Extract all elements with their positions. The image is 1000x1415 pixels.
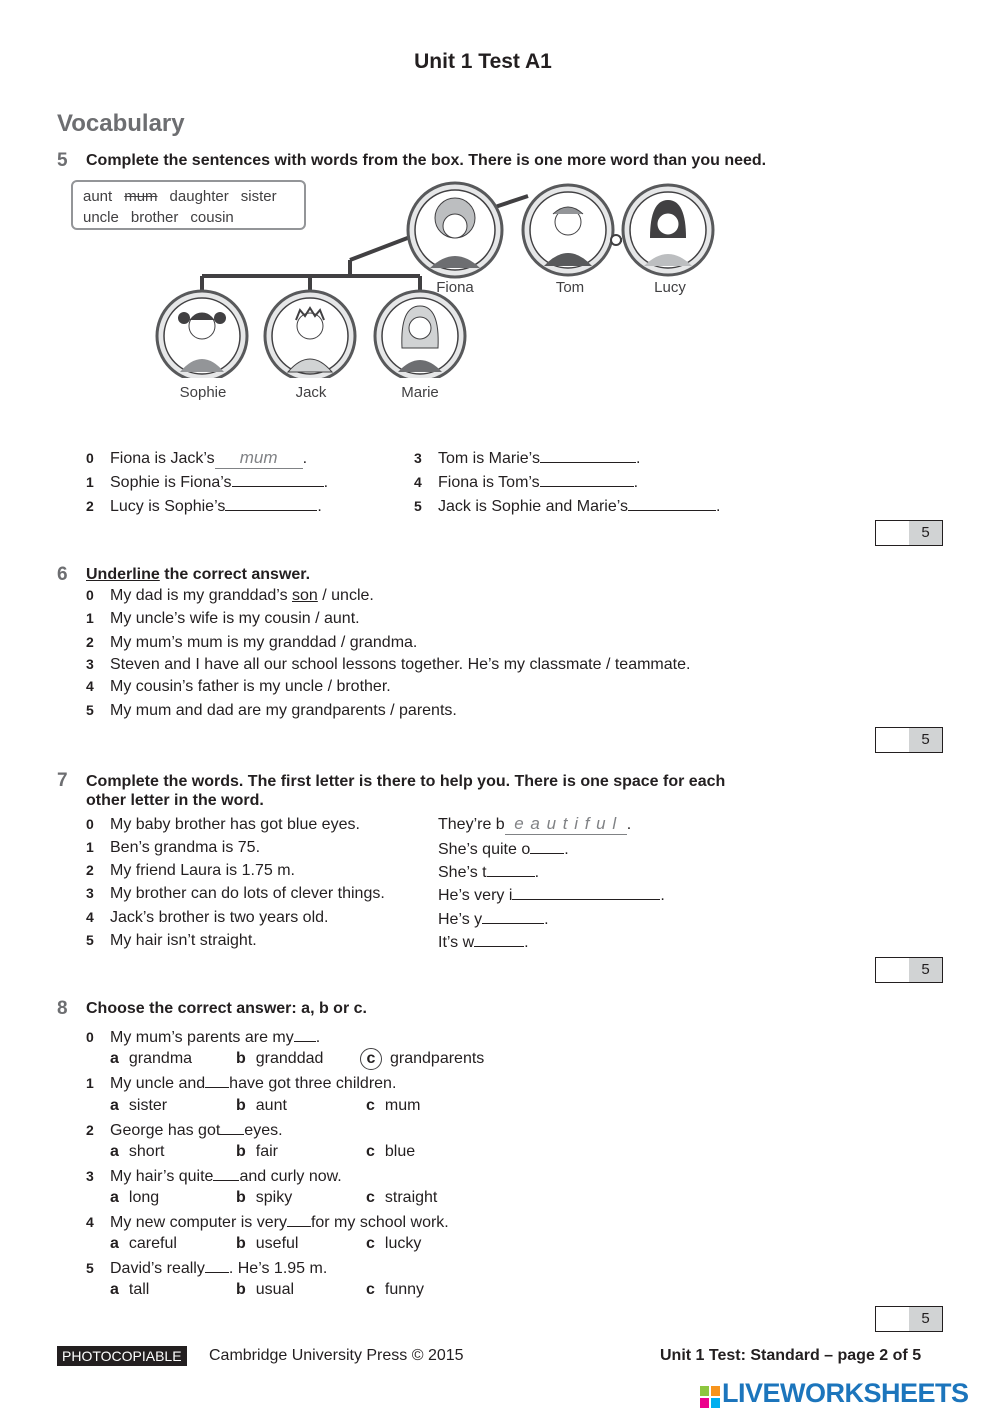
option-text: short (128, 1143, 165, 1160)
answer-blank[interactable] (540, 472, 634, 487)
q8-option-c-selected[interactable] (360, 1048, 484, 1070)
q6-item-3[interactable] (86, 656, 690, 674)
score-total: 5 (909, 1307, 942, 1331)
item-end: . (524, 934, 529, 951)
q8-item-5 (86, 1258, 327, 1278)
item-text: Jack is Sophie and Marie’s (438, 498, 629, 515)
q8-item-4 (86, 1212, 449, 1232)
item-number: 3 (414, 450, 422, 466)
score-box (875, 727, 943, 753)
item-number: 2 (86, 634, 94, 650)
example-answer: e a u t i f u l (505, 814, 627, 835)
question-instruction (86, 566, 310, 584)
option-letter: a (110, 1097, 119, 1114)
portrait-fiona (408, 183, 502, 277)
item-text: My new computer is very (110, 1214, 287, 1231)
item-end: . (317, 498, 322, 515)
score-box (875, 957, 943, 983)
portrait-marie (375, 291, 465, 378)
question-number: 5 (57, 150, 68, 171)
item-number: 1 (86, 839, 94, 855)
item-text: My uncle and (110, 1075, 206, 1092)
item-number: 5 (86, 1260, 94, 1276)
option-text: careful (128, 1235, 177, 1252)
option-text: lucky (384, 1235, 422, 1252)
word-box-word: brother (130, 209, 179, 226)
item-number: 5 (86, 702, 94, 718)
label-sophie: Sophie (179, 384, 227, 401)
q5-item-4 (414, 472, 638, 492)
item-text: Sophie is Fiona’s (110, 474, 232, 491)
option-letter: a (110, 1189, 119, 1206)
item-number: 5 (414, 498, 422, 514)
q8-option-b[interactable] (236, 1050, 323, 1068)
answer-blank[interactable] (482, 909, 544, 924)
page-title: Unit 1 Test A1 (414, 50, 552, 73)
item-end: . (534, 864, 540, 881)
item-number: 2 (86, 498, 94, 514)
answer-prefix: They’re b (438, 816, 505, 833)
item-text: . (315, 1029, 321, 1046)
item-text: Tom is Marie’s (438, 450, 540, 467)
score-box (875, 1306, 943, 1332)
item-text[interactable]: My cousin’s father is my uncle / brother. (110, 678, 391, 695)
item-number: 4 (414, 474, 422, 490)
item-end: . (544, 911, 549, 928)
q7-item-5 (86, 932, 257, 950)
item-end: . (633, 474, 639, 491)
answer-blank[interactable] (225, 496, 317, 511)
question-instruction: Complete the sentences with words from the box. There is one more word than you need. (86, 152, 767, 169)
q5-item-0 (86, 448, 307, 469)
option-letter: b (236, 1235, 246, 1252)
item-text: My hair’s quite (110, 1168, 214, 1185)
option-text: grandma (128, 1050, 193, 1067)
item-end: . (626, 816, 632, 833)
word-box-word: uncle (83, 209, 119, 226)
answer-gap (287, 1212, 311, 1227)
item-text: . He’s 1.95 m. (228, 1260, 328, 1277)
item-number: 4 (86, 1214, 94, 1230)
q7-item-0 (86, 816, 360, 834)
item-number: 2 (86, 862, 94, 878)
question-instruction: Choose the correct answer: a, b or c. (86, 1000, 367, 1017)
item-number: 1 (86, 1075, 94, 1091)
circled-letter: c (360, 1048, 382, 1070)
portrait-sophie (157, 291, 247, 378)
q8-option-c[interactable] (366, 1143, 415, 1161)
q8-option-c[interactable] (366, 1189, 437, 1207)
liveworksheets-wordmark: LIVEWORKSHEETS (722, 1378, 969, 1408)
liveworksheets-logo (700, 1378, 969, 1409)
option-text: straight (384, 1189, 438, 1206)
instruction-underlined: Underline (86, 566, 160, 583)
word-box-word-used: mum (124, 188, 158, 205)
answer-blank[interactable] (540, 448, 636, 463)
option-letter: b (236, 1097, 246, 1114)
item-end: . (716, 498, 721, 515)
item-end: . (302, 450, 308, 467)
item-number: 4 (86, 909, 94, 925)
item-number: 4 (86, 678, 94, 694)
option-letter: b (236, 1050, 246, 1067)
option-letter: b (236, 1143, 246, 1160)
item-text: David’s really (110, 1260, 205, 1277)
answer-blank[interactable] (232, 472, 324, 487)
option[interactable]: uncle. (331, 587, 374, 604)
option-letter: a (110, 1235, 119, 1252)
question-instruction-line1: Complete the words. The first letter is there to help you. There is one space for each (86, 773, 726, 790)
option-text: spiky (255, 1189, 293, 1206)
option-text: tall (128, 1281, 150, 1298)
option-selected[interactable]: son (292, 587, 318, 604)
option-letter: a (110, 1143, 119, 1160)
item-text: and curly now. (239, 1168, 342, 1185)
option-separator: / (317, 587, 332, 604)
q8-option-a[interactable] (110, 1097, 167, 1115)
q7-item-1 (86, 839, 260, 857)
answer-prefix: She’s t (438, 864, 487, 881)
q6-item-4[interactable] (86, 678, 391, 696)
q8-option-b[interactable] (236, 1235, 298, 1253)
option-text: blue (384, 1143, 416, 1160)
item-sentence: Jack’s brother is two years old. (110, 909, 329, 926)
q7-item-2 (86, 862, 295, 880)
q8-option-a[interactable] (110, 1050, 192, 1068)
score-box (875, 520, 943, 546)
item-number: 3 (86, 656, 94, 672)
item-sentence: My baby brother has got blue eyes. (110, 816, 360, 833)
q6-item-0 (86, 587, 374, 605)
q7-answer-1 (438, 839, 569, 859)
option-text: sister (128, 1097, 168, 1114)
label-tom: Tom (555, 279, 585, 296)
item-end: . (323, 474, 329, 491)
q8-item-2 (86, 1120, 283, 1140)
answer-gap (220, 1120, 244, 1135)
answer-prefix: He’s y (438, 911, 483, 928)
label-lucy: Lucy (654, 279, 686, 296)
answer-blank[interactable] (530, 839, 564, 854)
portrait-jack (265, 291, 355, 378)
answer-blank[interactable] (512, 885, 660, 900)
option-letter: c (366, 1235, 375, 1252)
question-number: 8 (57, 998, 68, 1019)
item-text[interactable]: My mum’s mum is my granddad / grandma. (110, 634, 418, 651)
question-instruction-line2: other letter in the word. (86, 792, 264, 809)
score-input[interactable] (876, 1307, 910, 1331)
item-end: . (564, 841, 569, 858)
answer-gap (294, 1027, 316, 1042)
answer-blank[interactable] (487, 862, 535, 877)
family-tree-illustration (150, 178, 730, 378)
option-text: fair (255, 1143, 279, 1160)
instruction-rest: the correct answer. (159, 566, 311, 583)
q8-item-1 (86, 1073, 396, 1093)
portrait-tom (523, 185, 613, 275)
option-text: aunt (255, 1097, 287, 1114)
q6-item-5[interactable] (86, 702, 457, 720)
q8-option-c[interactable] (366, 1281, 424, 1299)
item-text: Lucy is Sophie’s (110, 498, 226, 515)
item-text[interactable]: My uncle’s wife is my cousin / aunt. (110, 610, 360, 627)
q7-answer-4 (438, 909, 549, 929)
q8-option-c[interactable] (366, 1235, 421, 1253)
q8-option-b[interactable] (236, 1097, 287, 1115)
item-number: 2 (86, 1122, 94, 1138)
question-number: 7 (57, 770, 68, 791)
answer-gap (213, 1166, 239, 1181)
option-letter: a (110, 1050, 119, 1067)
item-number: 0 (86, 587, 94, 603)
section-heading: Vocabulary (57, 110, 185, 137)
item-sentence: My brother can do lots of clever things. (110, 885, 385, 902)
option-text: funny (384, 1281, 425, 1298)
q8-option-a[interactable] (110, 1235, 177, 1253)
item-number: 1 (86, 610, 94, 626)
item-sentence: Ben’s grandma is 75. (110, 839, 261, 856)
q7-answer-5 (438, 932, 529, 952)
option-text: usual (255, 1281, 295, 1298)
q8-option-b[interactable] (236, 1189, 292, 1207)
word-box-word: aunt (83, 188, 113, 205)
item-text: have got three children. (229, 1075, 397, 1092)
score-total: 5 (909, 958, 942, 982)
answer-gap (205, 1258, 229, 1273)
word-box-word: cousin (190, 209, 234, 226)
option-text: long (128, 1189, 160, 1206)
item-text: Fiona is Tom’s (438, 474, 540, 491)
option-letter: c (366, 1189, 375, 1206)
score-input[interactable] (876, 958, 910, 982)
item-sentence: My hair isn’t straight. (110, 932, 257, 949)
q6-item-2[interactable] (86, 634, 417, 652)
q8-option-b[interactable] (236, 1281, 294, 1299)
liveworksheets-icon (700, 1384, 720, 1406)
item-end: . (635, 450, 641, 467)
publisher-credit: Cambridge University Press © 2015 (209, 1347, 464, 1364)
answer-prefix: It’s w (438, 934, 475, 951)
item-number: 5 (86, 932, 94, 948)
label-fiona: Fiona (436, 279, 474, 296)
option-letter: c (366, 1143, 375, 1160)
item-number: 1 (86, 474, 94, 490)
ring-icon (611, 235, 621, 245)
answer-blank[interactable] (474, 932, 524, 947)
q5-item-2 (86, 496, 322, 516)
item-text: for my school work. (310, 1214, 449, 1231)
q7-answer-3 (438, 885, 665, 905)
option-text: mum (384, 1097, 421, 1114)
score-input[interactable] (876, 521, 910, 545)
answer-prefix: She’s quite o (438, 841, 531, 858)
option-letter: c (366, 1097, 375, 1114)
q7-item-4 (86, 909, 328, 927)
q5-item-1 (86, 472, 328, 492)
item-number: 0 (86, 816, 94, 832)
portrait-lucy (623, 185, 713, 275)
question-number: 6 (57, 564, 68, 585)
q5-item-3 (414, 448, 640, 468)
answer-blank[interactable] (628, 496, 716, 511)
option-text: granddad (255, 1050, 324, 1067)
item-number: 0 (86, 450, 94, 466)
answer-gap (205, 1073, 229, 1088)
example-answer: mum (215, 448, 303, 469)
item-text: George has got (110, 1122, 221, 1139)
page-indicator: Unit 1 Test: Standard – page 2 of 5 (660, 1347, 922, 1364)
q7-answer-0 (438, 814, 631, 835)
q8-item-3 (86, 1166, 342, 1186)
item-number: 3 (86, 1168, 94, 1184)
q8-item-0 (86, 1027, 320, 1047)
word-box-word: daughter (169, 188, 229, 205)
item-sentence: My friend Laura is 1.75 m. (110, 862, 295, 879)
q8-option-c[interactable] (366, 1097, 420, 1115)
option-letter: b (236, 1189, 246, 1206)
q7-answer-2 (438, 862, 539, 882)
label-marie: Marie (401, 384, 439, 401)
item-text[interactable]: Steven and I have all our school lessons together. He’s my classmate / teammate. (110, 656, 691, 673)
q7-item-3 (86, 885, 385, 903)
score-input[interactable] (876, 728, 910, 752)
option-letter: b (236, 1281, 246, 1298)
option-letter: a (110, 1281, 119, 1298)
option-text: grandparents (390, 1050, 485, 1067)
item-end: . (660, 887, 665, 904)
item-text: Fiona is Jack’s (110, 450, 215, 467)
item-number: 3 (86, 885, 94, 901)
label-jack: Jack (295, 384, 327, 401)
q5-item-5 (414, 496, 720, 516)
score-total: 5 (909, 521, 942, 545)
option-letter: c (366, 1281, 375, 1298)
q8-option-a[interactable] (110, 1189, 159, 1207)
item-text: My mum’s parents are my (110, 1029, 294, 1046)
q8-option-b[interactable] (236, 1143, 278, 1161)
q8-option-a[interactable] (110, 1281, 149, 1299)
item-text: My dad is my granddad’s (110, 587, 293, 604)
item-text[interactable]: My mum and dad are my grandparents / parents. (110, 702, 457, 719)
item-text: eyes. (244, 1122, 283, 1139)
q8-option-a[interactable] (110, 1143, 164, 1161)
option-text: useful (255, 1235, 299, 1252)
item-number: 0 (86, 1029, 94, 1045)
q6-item-1[interactable] (86, 610, 360, 628)
photocopiable-badge: PHOTOCOPIABLE (57, 1346, 187, 1366)
answer-prefix: He’s very i (438, 887, 513, 904)
score-total: 5 (909, 728, 942, 752)
word-box-word: sister (240, 188, 277, 205)
